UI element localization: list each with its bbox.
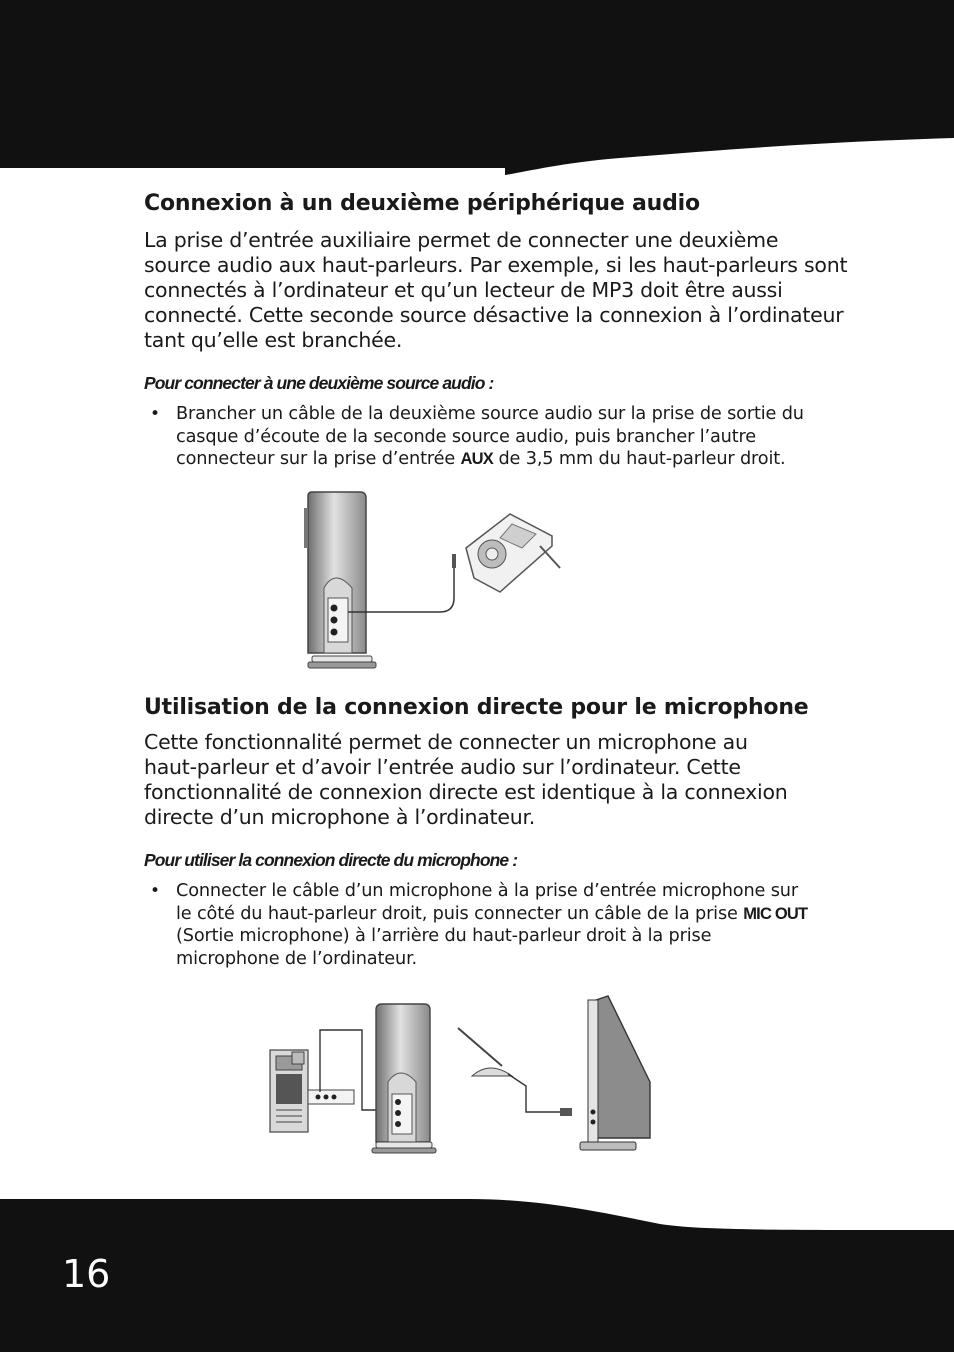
aux-label: AUX (460, 450, 493, 468)
paragraph-line: directe d’un microphone à l’ordinateur. (144, 805, 536, 829)
paragraph-line: La prise d’entrée auxiliaire permet de connecter une deuxième (144, 228, 779, 252)
computer-tower-icon (270, 1050, 308, 1132)
bullet-item (144, 403, 860, 471)
bullet-line (144, 925, 860, 948)
paragraph-line: Cette fonctionnalité permet de connecter un microphone au (144, 730, 748, 754)
monitor-icon (580, 996, 650, 1150)
sound-card-icon (308, 1090, 354, 1104)
mp3-player-icon (466, 514, 560, 592)
section-title: Connexion à un deuxième périphérique audio (144, 191, 700, 216)
bullet-line (144, 426, 860, 449)
bullet-text: (Sortie microphone) à l’arrière du haut-parleur droit à la prise (176, 926, 712, 946)
procedure-title: Pour utiliser la connexion directe du microphone : (144, 850, 518, 870)
bullet-line (144, 403, 860, 426)
bullet-text: casque d’écoute de la seconde source audio, puis brancher l’autre (176, 426, 756, 447)
paragraph-line: tant qu’elle est branchée. (144, 328, 403, 352)
bullet-line (144, 880, 860, 903)
computer-speaker-mic-illustration (262, 990, 662, 1160)
section-title: Utilisation de la connexion directe pour le microphone (144, 695, 809, 720)
bullet-line (144, 948, 860, 971)
bullet-icon: • (150, 404, 160, 424)
bullet-icon: • (150, 881, 160, 901)
page-number: 16 (62, 1252, 111, 1296)
speaker-mp3-illustration (290, 488, 590, 678)
section-aux-input (144, 190, 860, 218)
microphone-icon (458, 1028, 512, 1076)
section-paragraph (144, 228, 860, 353)
procedure-title: Pour connecter à une deuxième source audio : (144, 373, 494, 393)
bullet-item (144, 880, 860, 970)
bullet-text: microphone de l’ordinateur. (176, 948, 418, 969)
bullet-text: Brancher un câble de la deuxième source audio sur la prise de sortie du (176, 404, 804, 424)
paragraph-line: connecté. Cette seconde source désactive la connexion à l’ordinateur (144, 303, 844, 327)
section-paragraph (144, 730, 860, 830)
bullet-text: de 3,5 mm du haut-parleur droit. (492, 449, 786, 469)
paragraph-line: fonctionnalité de connexion directe est identique à la connexion (144, 780, 788, 804)
speaker-icon (372, 1004, 436, 1153)
footer-band (0, 1190, 954, 1352)
header-band (0, 0, 954, 175)
paragraph-line: source audio aux haut-parleurs. Par exemple, si les haut-parleurs sont (144, 253, 848, 277)
bullet-text: connecteur sur la prise d’entrée (176, 449, 461, 469)
bullet-line (144, 903, 860, 926)
speaker-icon (304, 492, 376, 668)
cable-icon (508, 1074, 562, 1112)
bullet-text: le côté du haut-parleur droit, puis connecter un câble de la prise (176, 903, 744, 924)
paragraph-line: haut-parleur et d’avoir l’entrée audio sur l’ordinateur. Cette (144, 755, 741, 779)
section-mic-direct (144, 694, 860, 722)
bullet-text: Connecter le câble d’un microphone à la prise d’entrée microphone sur (176, 881, 798, 901)
paragraph-line: connectés à l’ordinateur et qu’un lecteur de MP3 doit être aussi (144, 278, 783, 302)
mic-out-label: MIC OUT (743, 904, 808, 923)
bullet-line (144, 448, 860, 471)
